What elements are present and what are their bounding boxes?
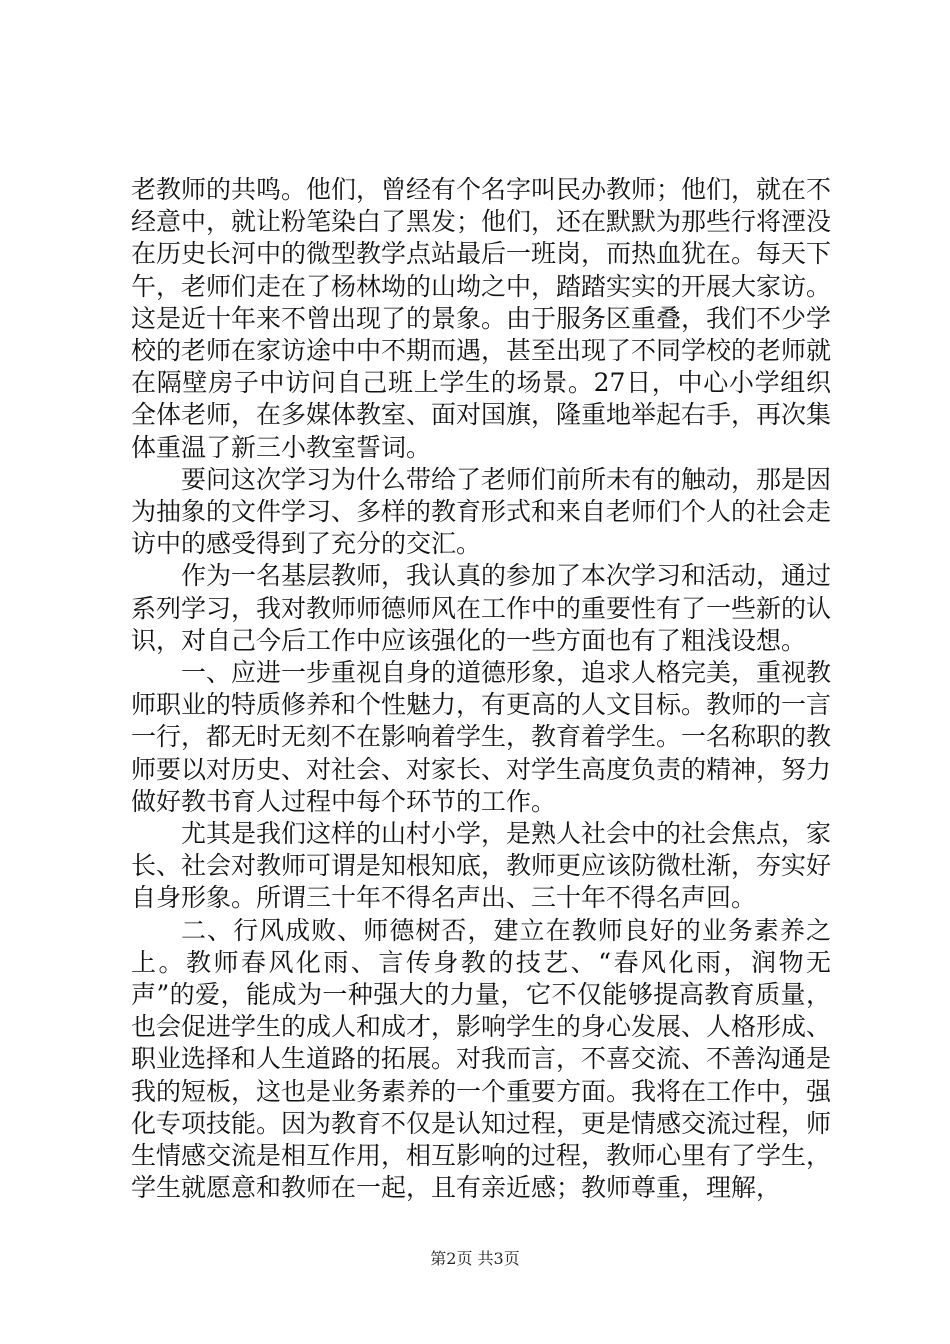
paragraph-1: 老教师的共鸣。他们，曾经有个名字叫民办教师；他们，就在不经意中，就让粉笔染白了黑发；他们，还在默默为那些行将湮没在历史长河中的微型教学点站最后一班岗，而热血犹在。每天下午，老师们走在了杨林坳的山坳之中，踏踏实实的开展大家访。这是近十年来不曾出现了的景象。由于服务区重叠，我们不少学校的老师在家访途中中不期而遇，甚至出现了不同学校的老师就在隔壁房子中访问自己班上学生的场景。27日，中心小学组织全体老师，在多媒体教室、面对国旗，隆重地举起右手，再次集体重温了新三小教室誓词。 <box>131 175 832 462</box>
paragraph-6: 二、行风成败、师德树否，建立在教师良好的业务素养之上。教师春风化雨、言传身教的技艺、“春风化雨，润物无声”的爱，能成为一种强大的力量，它不仅能够提高教育质量，也会促进学生的成人和成才，影响学生的身心发展、人格形成、职业选择和人生道路的拓展。对我而言，不喜交流、不善沟通是我的短板，这也是业务素养的一个重要方面。我将在工作中，强化专项技能。因为教育不仅是认知过程，更是情感交流过程，师生情感交流是相互作用，相互影响的过程，教师心里有了学生，学生就愿意和教师在一起，且有亲近感；教师尊重，理解， <box>131 915 832 1203</box>
paragraph-4: 一、应进一步重视自身的道德形象，追求人格完美，重视教师职业的特质修养和个性魅力，有更高的人文目标。教师的一言一行，都无时无刻不在影响着学生，教育着学生。一名称职的教师要以对历史、对社会、对家长、对学生高度负责的精神，努力做好教书育人过程中每个环节的工作。 <box>131 658 832 816</box>
page-number-footer: 第2页 共3页 <box>430 1249 520 1268</box>
paragraph-3: 作为一名基层教师，我认真的参加了本次学习和活动，通过系列学习，我对教师师德师风在工作中的重要性有了一些新的认识，对自己今后工作中应该强化的一些方面也有了粗浅设想。 <box>131 561 832 655</box>
document-body <box>131 174 831 1205</box>
paragraph-5: 尤其是我们这样的山村小学，是熟人社会中的社会焦点，家长、社会对教师可谓是知根知底，教师更应该防微杜渐，夯实好自身形象。所谓三十年不得名声出、三十年不得名声回。 <box>131 819 832 913</box>
paragraph-2: 要问这次学习为什么带给了老师们前所未有的触动，那是因为抽象的文件学习、多样的教育形式和来自老师们个人的社会走访中的感受得到了充分的交汇。 <box>131 464 832 559</box>
